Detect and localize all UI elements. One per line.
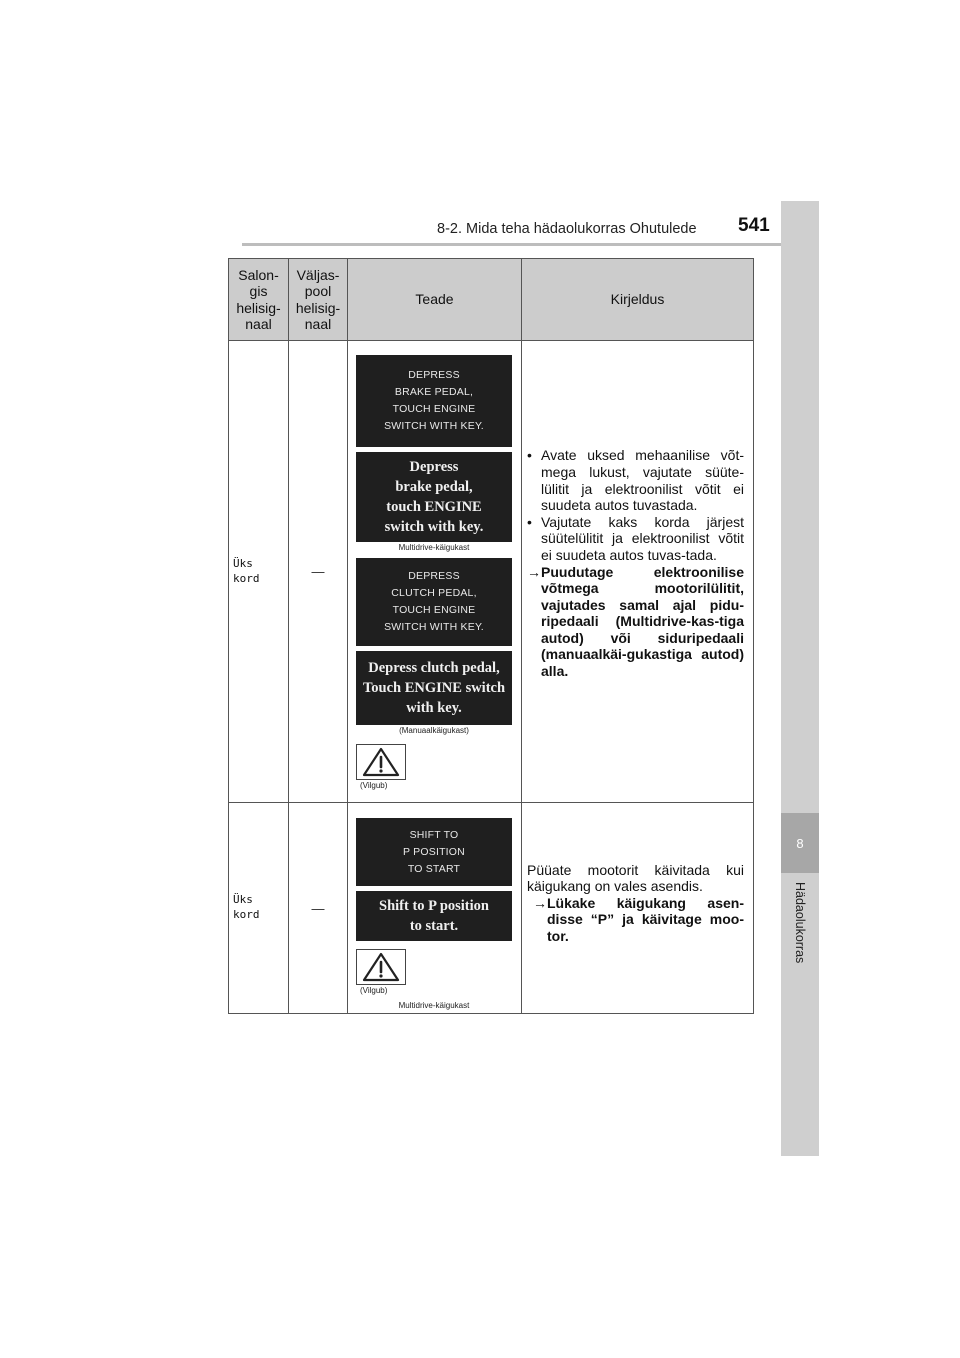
description-cell bbox=[522, 341, 754, 803]
display-caption: Multidrive-käigukast bbox=[398, 1001, 470, 1010]
display-message-graphic: Shift to P position to start. bbox=[356, 891, 512, 941]
chapter-number: 8 bbox=[781, 813, 819, 873]
section-title: 8-2. Mida teha hädaolukorras Ohutulede bbox=[437, 221, 697, 237]
description-cell bbox=[522, 803, 754, 1014]
warning-triangle-icon bbox=[362, 952, 400, 982]
description-action bbox=[527, 564, 744, 680]
warning-light bbox=[356, 744, 406, 780]
warning-light bbox=[356, 949, 406, 985]
message-cell bbox=[348, 803, 522, 1014]
display-caption: Multidrive-käigukast bbox=[398, 543, 470, 552]
display-message-text: DEPRESS BRAKE PEDAL, TOUCH ENGINE SWITCH WITH KEY. bbox=[356, 355, 512, 447]
warning-caption: (Vilgub) bbox=[360, 986, 388, 995]
display-caption: (Manuaalkäigukast) bbox=[399, 726, 469, 735]
table-header-row bbox=[229, 259, 754, 341]
warning-triangle-icon bbox=[362, 747, 400, 777]
bullet-text: Avate uksed mehaanilise võt-mega lukust, vajutate süüte-lülitit ja elektroonilist võtit ei suudeta autos tuvastada. bbox=[541, 447, 744, 514]
header-exterior-buzzer bbox=[289, 259, 348, 341]
interior-buzzer-value: Üks kord bbox=[233, 556, 260, 585]
bullet-text: Vajutate kaks korda järjest süütelülitit ja elektroonilist võtit ei suudeta autos tuvas-tada. bbox=[541, 513, 744, 563]
header-rule bbox=[242, 243, 818, 246]
bullet-icon: • bbox=[527, 513, 532, 530]
header-interior-buzzer bbox=[229, 259, 289, 341]
description-action bbox=[527, 895, 744, 945]
exterior-buzzer-cell bbox=[289, 803, 348, 1014]
interior-buzzer-cell bbox=[229, 341, 289, 803]
bullet-icon: • bbox=[527, 447, 532, 464]
interior-buzzer-cell bbox=[229, 803, 289, 1014]
description-bullet bbox=[527, 514, 744, 564]
side-tab-strip bbox=[781, 201, 819, 1156]
header-label: Kirjeldus bbox=[610, 291, 665, 308]
header-description bbox=[522, 259, 754, 341]
page-number: 541 bbox=[738, 215, 770, 236]
exterior-buzzer-value: — bbox=[311, 564, 325, 579]
interior-buzzer-value: Üks kord bbox=[233, 893, 260, 921]
display-message-text: DEPRESS CLUTCH PEDAL, TOUCH ENGINE SWITCH WITH KEY. bbox=[356, 558, 512, 646]
display-message-graphic: Depress brake pedal, touch ENGINE switch with key. bbox=[356, 452, 512, 542]
chapter-label: Hädaolukorras bbox=[793, 882, 807, 964]
arrow-icon: → bbox=[527, 563, 541, 580]
message-cell bbox=[348, 341, 522, 803]
header-label: Salon- gis helisig- naal bbox=[236, 267, 281, 332]
description-intro: Püüate mootorit käivitada kui käigukang on vales asendis. bbox=[527, 861, 744, 895]
action-text: Puudutage elektroonilise võtmega mootorilülitit, vajutades samal ajal pidu-ripedaali (Multidrive-kas-tiga autod) või siduripedaali (manuaalkäi-gukastiga autod) alla. bbox=[541, 563, 744, 680]
display-message-graphic: Depress clutch pedal, Touch ENGINE switch with key. bbox=[356, 651, 512, 725]
exterior-buzzer-cell bbox=[289, 341, 348, 803]
table-row bbox=[229, 341, 754, 803]
header-message bbox=[348, 259, 522, 341]
table-row bbox=[229, 803, 754, 1014]
action-text: Lükake käigukang asen-disse “P” ja käivitage moo-tor. bbox=[547, 894, 744, 944]
description-bullet bbox=[527, 447, 744, 513]
warning-caption: (Vilgub) bbox=[360, 781, 388, 790]
warning-message-table bbox=[228, 258, 754, 1014]
header-label: Väljas- pool helisig- naal bbox=[295, 267, 341, 332]
arrow-icon: → bbox=[533, 894, 547, 911]
exterior-buzzer-value: — bbox=[311, 900, 325, 916]
header-label: Teade bbox=[415, 291, 454, 308]
display-message-text: SHIFT TO P POSITION TO START bbox=[356, 818, 512, 886]
